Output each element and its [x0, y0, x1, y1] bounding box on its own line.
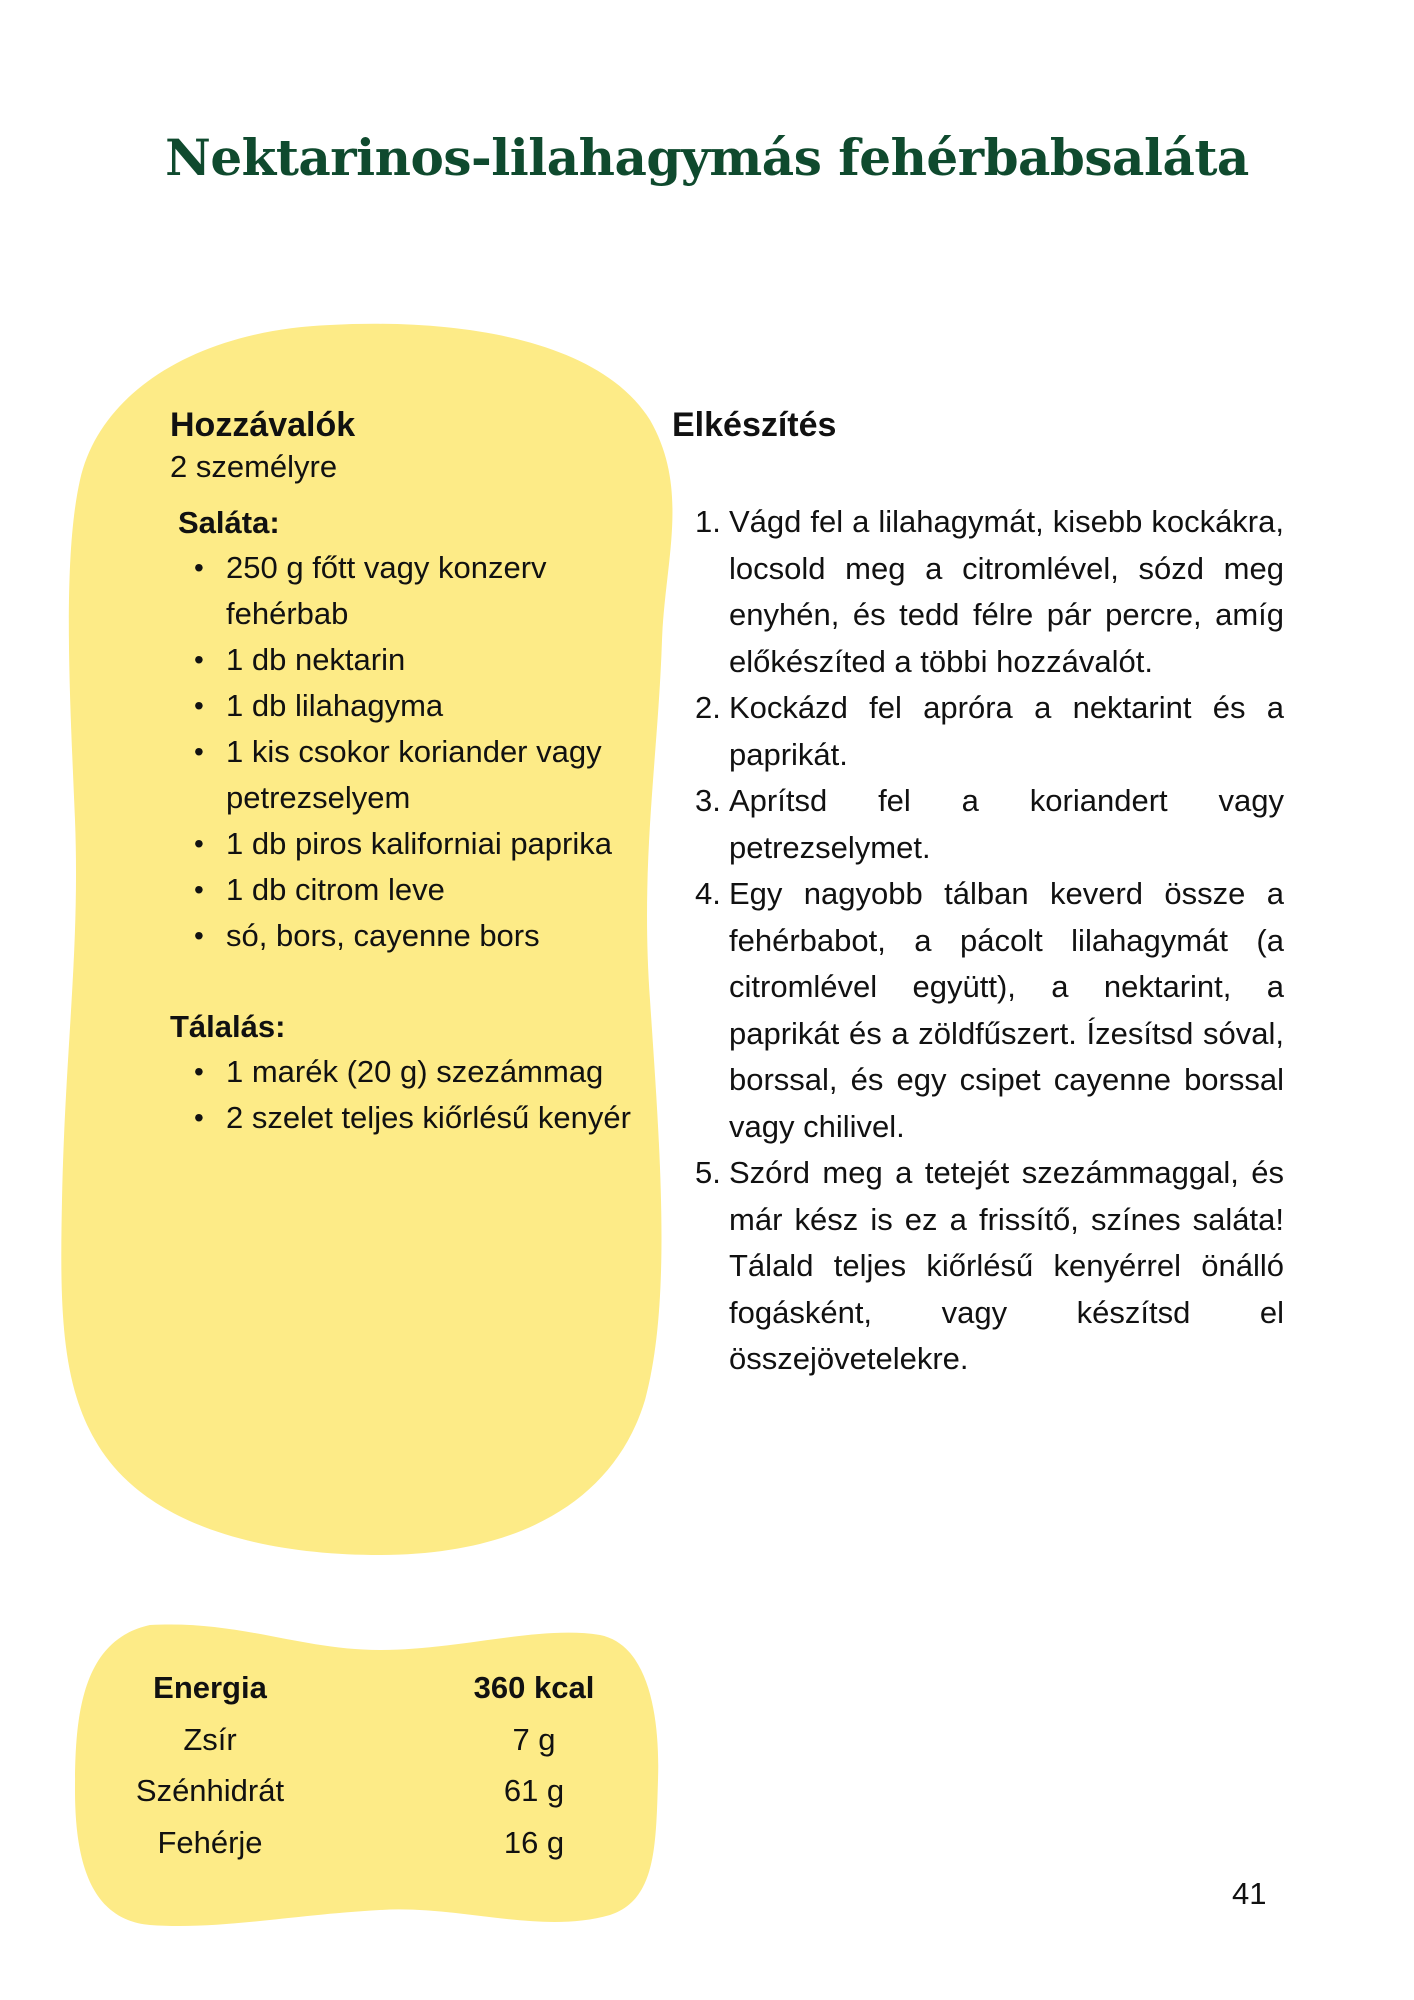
- servings: 2 személyre: [170, 449, 338, 484]
- step-number: 4.: [695, 876, 721, 911]
- nutrition-row-energy: [90, 1662, 650, 1714]
- nutrition-value: 360 kcal: [473, 1670, 595, 1705]
- step-text: Kockázd fel apróra a nektarint és a paprikát.: [729, 690, 1284, 772]
- step-item: [672, 685, 1284, 778]
- step-item: [672, 499, 1284, 685]
- step-number: 5.: [695, 1155, 721, 1190]
- list-item: • 1 marék (20 g) szezámmag: [226, 1049, 640, 1095]
- nutrition-value: 61 g: [503, 1773, 565, 1808]
- preparation-section: [672, 403, 1284, 1383]
- list-item: • 1 db citrom leve: [226, 867, 640, 913]
- list-item: • 1 db lilahagyma: [226, 683, 640, 729]
- step-item: [672, 778, 1284, 871]
- nutrition-row-protein: [90, 1817, 650, 1869]
- list-item: • 1 kis csokor koriander vagy petrezselyem: [226, 729, 640, 821]
- group-label-serving: Tálalás:: [170, 1009, 286, 1044]
- nutrition-value: 7 g: [512, 1721, 556, 1757]
- nutrition-value: 16 g: [503, 1824, 565, 1860]
- list-item: • 2 szelet teljes kiőrlésű kenyér: [226, 1095, 640, 1141]
- step-text: Egy nagyobb tálban keverd össze a fehérbabot, a pácolt lilahagymát (a citromlével együtt), a nektarint, a paprikát és a zöldfűszert. Ízesítsd sóval, borssal, és egy csipet cayenne borssal vagy chilivel.: [729, 876, 1284, 1144]
- list-item: • só, bors, cayenne bors: [226, 913, 640, 959]
- list-item: • 1 db nektarin: [226, 637, 640, 683]
- nutrition-row-fat: [90, 1714, 650, 1766]
- salad-ingredient-list: [170, 545, 640, 959]
- group-label-salad: Saláta:: [178, 505, 280, 540]
- page-title: Nektarinos-lilahagymás fehérbabsaláta: [165, 128, 1249, 187]
- step-item: [672, 871, 1284, 1150]
- nutrition-row-carbs: [90, 1765, 650, 1817]
- serving-ingredient-list: [170, 1049, 640, 1141]
- nutrition-label: Fehérje: [157, 1824, 263, 1860]
- nutrition-label: Szénhidrát: [135, 1773, 285, 1808]
- step-text: Vágd fel a lilahagymát, kisebb kockákra, locsold meg a citromlével, sózd meg enyhén, és tedd félre pár percre, amíg előkészíted a többi hozzávalót.: [729, 504, 1284, 679]
- ingredients-section: [170, 403, 640, 1141]
- page-number: 41: [1232, 1876, 1267, 1911]
- nutrition-label: Energia: [153, 1670, 267, 1705]
- step-item: [672, 1150, 1284, 1383]
- step-text: Szórd meg a tetejét szezámmaggal, és már kész is ez a frissítő, színes saláta! Tálald teljes kiőrlésű kenyérrel önálló fogásként, vagy készítsd el összejövetelekre.: [729, 1155, 1284, 1376]
- ingredients-heading: Hozzávalók: [170, 406, 356, 444]
- step-number: 3.: [695, 783, 721, 818]
- step-number: 2.: [695, 690, 721, 725]
- preparation-heading: Elkészítés: [672, 406, 837, 444]
- step-text: Aprítsd fel a koriandert vagy petrezselymet.: [729, 783, 1284, 865]
- list-item: • 1 db piros kaliforniai paprika: [226, 821, 640, 867]
- nutrition-table: [90, 1662, 650, 1868]
- nutrition-label: Zsír: [183, 1721, 237, 1757]
- preparation-steps: [672, 499, 1284, 1383]
- list-item: • 250 g főtt vagy konzerv fehérbab: [226, 545, 640, 637]
- step-number: 1.: [695, 504, 721, 539]
